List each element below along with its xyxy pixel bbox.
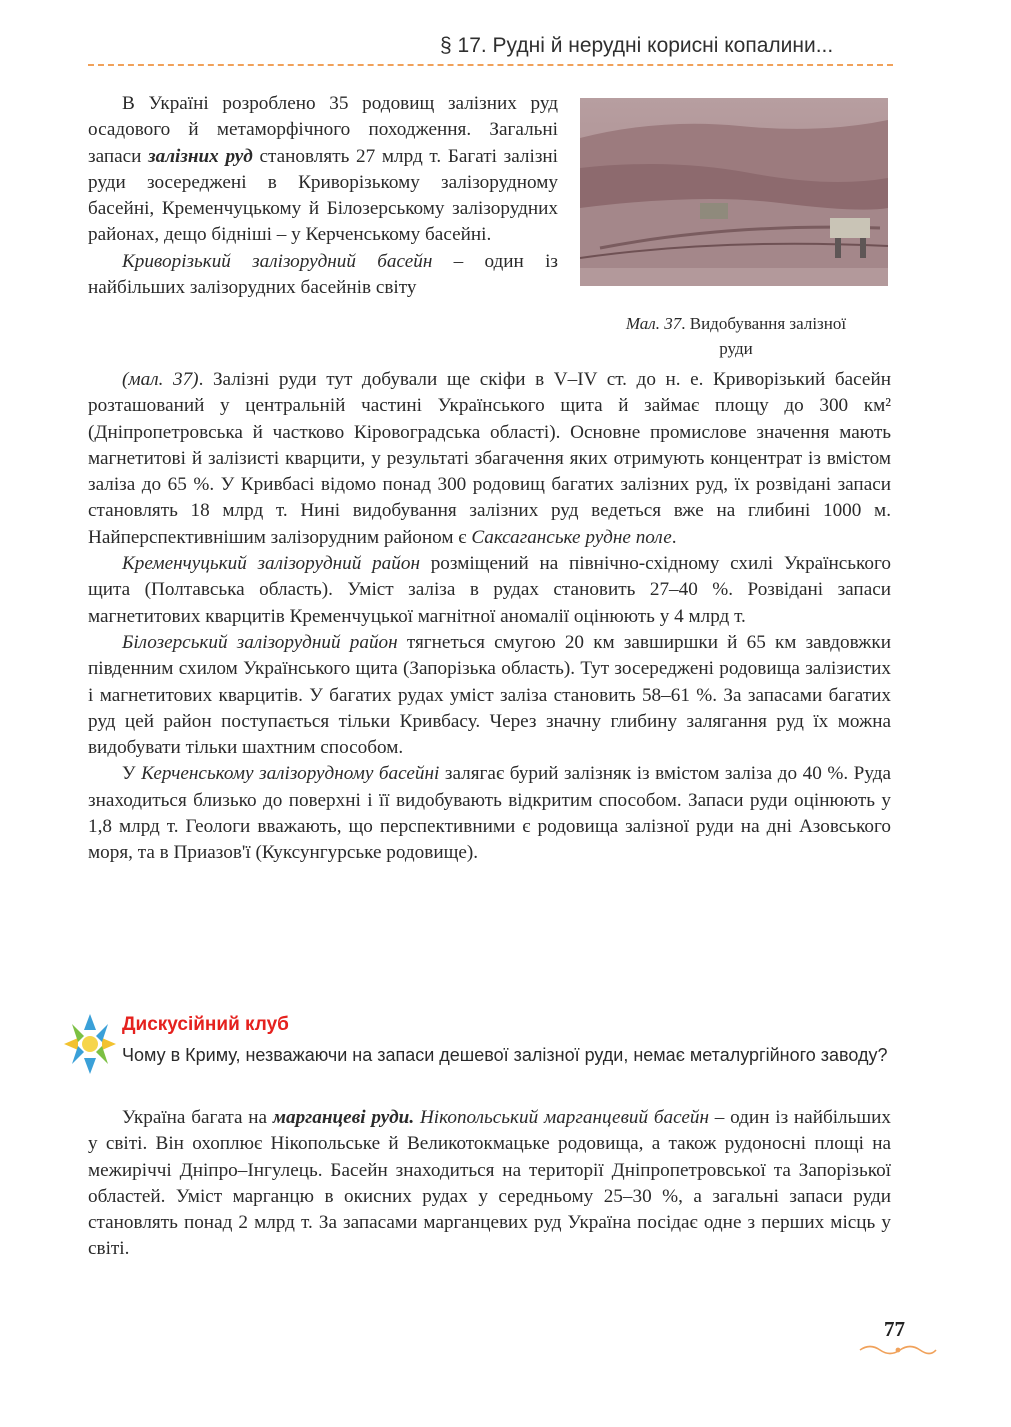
text-run: В Україні розроблено 35 родовищ залізних руд осадового й метаморфічного походження. Загальні запаси <box>88 93 558 167</box>
text-run: – один із найбільших залізорудних басейнів світу <box>88 250 558 299</box>
paragraph <box>88 551 891 630</box>
quarry-photo-image <box>580 98 888 286</box>
italic-term: Керченському залізорудному басейні <box>141 763 440 785</box>
italic-term: (мал. 37) <box>122 369 199 390</box>
quarry-photo <box>580 98 888 286</box>
header-rule <box>88 64 893 66</box>
italic-term: Кременчуцький залізорудний район <box>122 553 420 575</box>
figure-caption <box>612 311 860 361</box>
discussion-club-icon <box>62 1010 118 1080</box>
running-header: § 17. Рудні й нерудні корисні копалини... <box>440 34 834 57</box>
manganese-column <box>88 1105 891 1263</box>
page-number: 77 <box>884 1317 905 1341</box>
italic-term: Білозерський залізорудний район <box>122 631 398 653</box>
emphasis-term: марганцеві руди. <box>272 1107 415 1128</box>
text-run: – один із найбільших у світі. Він охоплює Нікопольське й Великотокмацьке родовища, а також рудоносні площі на межиріччі Дніпро–Інгулець. Басейн знаходиться на території Дніпропетровської та Запорізької областей. Уміст марганцю в окисних рудах у середньому 25–30 %, а загальні запаси руди становлять понад 2 млрд т. За запасами марганцевих руд Україна посідає одне з перших місць у світі. <box>88 1107 892 1260</box>
figure-label: Мал. 37 <box>625 314 682 333</box>
paragraph <box>88 761 891 866</box>
figure-caption-text: . Видобування залізної руди <box>681 314 847 358</box>
italic-term: Нікопольський марганцевий басейн <box>419 1107 709 1128</box>
text-run: . <box>671 526 677 548</box>
page-ornament <box>858 1343 938 1357</box>
intro-column <box>88 91 558 301</box>
italic-term: Саксаганське рудне поле <box>471 526 672 548</box>
discussion-club-title: Дискусійний клуб <box>122 1014 289 1035</box>
discussion-club-question: Чому в Криму, незважаючи на запаси дешевої залізної руди, немає металургійного заводу? <box>122 1045 888 1065</box>
paragraph <box>88 1105 891 1263</box>
paragraph <box>88 249 558 302</box>
paragraph <box>88 367 891 551</box>
text-run: становлять 27 млрд т. Багаті залізні руди зосереджені в Криворізькому залізорудному басейні, Кременчуцькому й Білозерському залізорудних районах, дещо бідніші – у Керченському басейні. <box>88 145 558 246</box>
emphasis-term: залізних руд <box>148 145 253 167</box>
paragraph <box>88 91 558 249</box>
main-column <box>88 367 891 867</box>
paragraph <box>88 630 891 761</box>
text-run: Україна багата на <box>122 1107 273 1128</box>
text-run: У <box>122 763 142 785</box>
text-run: . Залізні руди тут добували ще скіфи в V–IV ст. до н. е. Криворізький басейн розташований у центральній частині Українського щита й займає площу до 300 км² (Дніпропетровська й частково Кіровоградська області). Основне промислове значення мають магнетитові й залізисті кварцити, у результаті збагачення яких отримують концентрат із вмістом заліза до 65 %. У Кривбасі відомо понад 300 родовищ багатих залізних руд, їх розвідані запаси становлять 18 млрд т. Нині видобування залізних руд ведеться вже на глибині 1000 м. Найперспективнішим залізорудним районом є <box>88 369 891 548</box>
text-run: тягнеться смугою 20 км завширшки й 65 км завдовжки південним схилом Українського щита (Запорізька область). Тут зосереджені родовища залізистих і магнетитових кварцитів. У багатих рудах уміст заліза становить 58–61 %. За запасами багатих руд цей район поступається тільки Кривбасу. Через значну глибину залягання руд їх можна видобувати тільки шахтним способом. <box>88 631 891 759</box>
italic-term: Криворізький залізорудний басейн <box>122 250 433 272</box>
text-run: розміщений на північно-східному схилі Українського щита (Полтавська область). Уміст заліза в рудах становить 27–40 %. Розвідані запаси магнетитових кварцитів Кременчуцької магнітної аномалії оцінюють у 4 млрд т. <box>88 553 891 627</box>
text-run: залягає бурий залізняк із вмістом заліза до 40 %. Руда знаходиться близько до поверхні і її видобувають відкритим способом. Запаси руди оцінюють у 1,8 млрд т. Геологи вважають, що перспективними є родовища залізної руди на дні Азовського моря, та в Приазов'ї (Куксунгурське родовище). <box>88 763 891 864</box>
